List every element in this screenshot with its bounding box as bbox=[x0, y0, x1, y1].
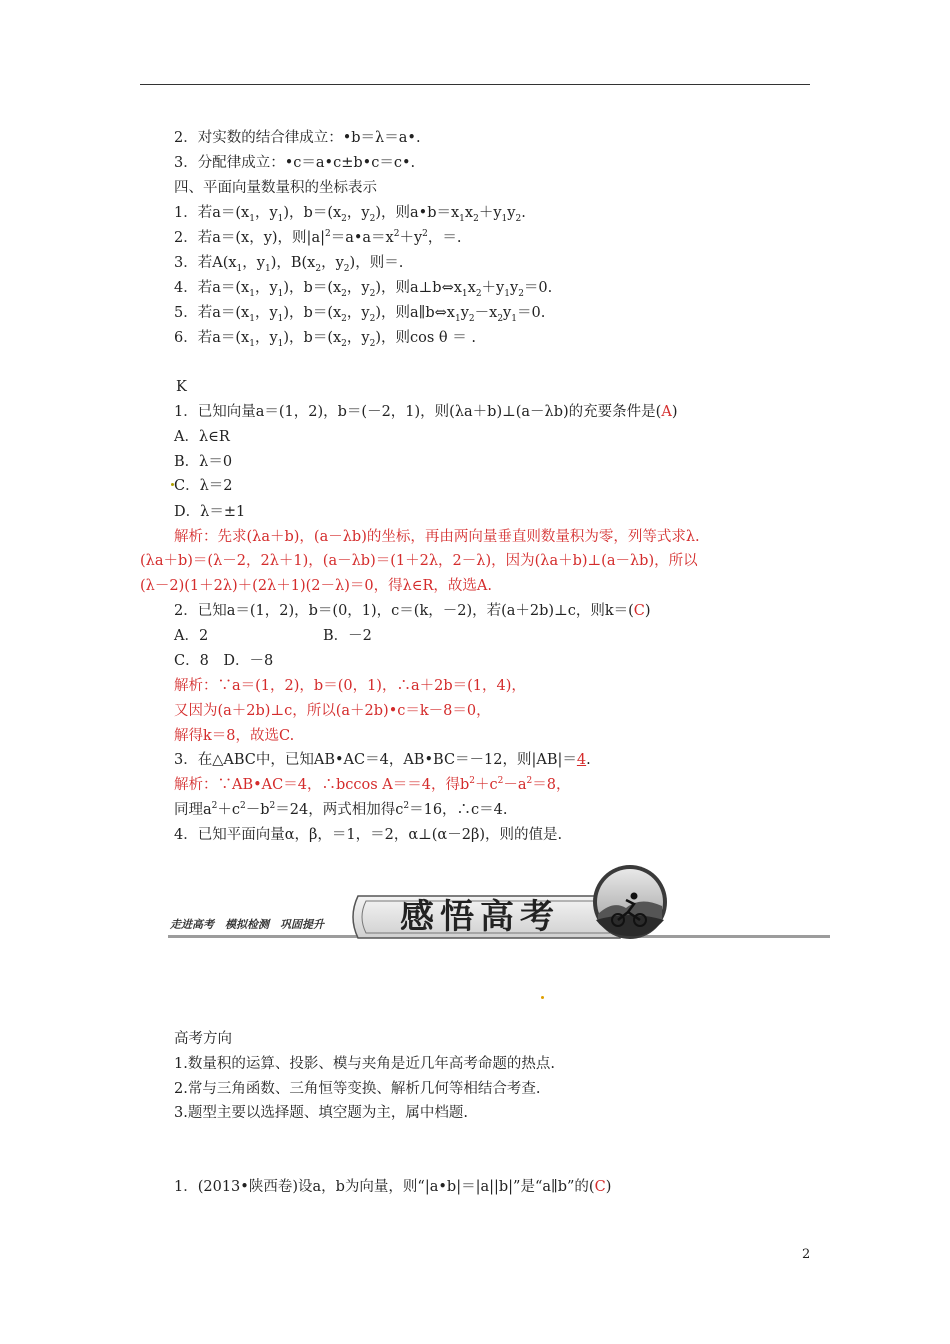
text-run: ，y bbox=[346, 205, 370, 221]
text-run: 解得k＝8，故选C. bbox=[174, 728, 295, 744]
text-line bbox=[174, 676, 526, 696]
text-run: ＝a•a＝x bbox=[330, 230, 394, 246]
text-line bbox=[174, 452, 232, 472]
text-line bbox=[174, 328, 476, 348]
text-line bbox=[174, 228, 462, 248]
text-run: 2 bbox=[269, 801, 276, 812]
text-run: )，b＝(x bbox=[283, 305, 342, 321]
text-run: 1 bbox=[454, 313, 461, 324]
text-run: 解析：先求(λa＋b)，(a－λb)的坐标，再由两向量垂直则数量积为零，列等式求λ. bbox=[174, 529, 700, 545]
answer-text: 4 bbox=[576, 752, 587, 768]
text-line bbox=[174, 726, 294, 746]
text-line bbox=[140, 551, 698, 571]
text-run: 2 bbox=[468, 313, 475, 324]
stray-dot bbox=[541, 996, 544, 999]
text-run: 2 bbox=[341, 288, 347, 299]
text-run: 2 bbox=[473, 213, 479, 224]
text-run: D．λ＝±1 bbox=[174, 504, 246, 520]
text-line bbox=[174, 253, 403, 273]
text-run: )，b＝(x bbox=[283, 330, 342, 346]
text-run: 1 bbox=[277, 288, 284, 299]
text-run: 又因为(a＋2b)⊥c，所以(a＋2b)•c＝k－8＝0， bbox=[174, 703, 491, 719]
text-run: B．λ＝0 bbox=[174, 454, 233, 470]
text-run: A．λ∈R bbox=[174, 429, 230, 445]
text-run: ，y bbox=[346, 305, 370, 321]
text-run: 1 bbox=[459, 213, 465, 224]
text-run: 四、平面向量数量积的坐标表示 bbox=[174, 180, 377, 196]
text-run: ，y bbox=[254, 280, 278, 296]
text-run: 1 bbox=[277, 313, 284, 324]
text-run: y bbox=[507, 205, 516, 221]
text-run: 2 bbox=[369, 213, 376, 224]
text-run: ，y bbox=[254, 205, 278, 221]
text-line bbox=[174, 303, 545, 323]
text-run: )，则a⊥b⇔x bbox=[375, 280, 462, 296]
page-number: 2 bbox=[802, 1247, 811, 1262]
text-run: 3．若A(x bbox=[174, 255, 237, 271]
text-run: 1 bbox=[236, 263, 243, 274]
text-run: )，则a•b＝x bbox=[375, 205, 460, 221]
answer-text: A bbox=[661, 404, 672, 420]
text-run: 1 bbox=[249, 288, 255, 299]
text-run: )，B(x bbox=[270, 255, 316, 271]
text-run: 2 bbox=[515, 213, 522, 224]
text-run: 1 bbox=[277, 213, 284, 224]
text-line bbox=[174, 701, 491, 721]
text-run: )，则cos θ ＝ . bbox=[375, 330, 476, 346]
text-run: ，y bbox=[254, 305, 278, 321]
text-run: (λ－2)(1＋2λ)＋(2λ＋1)(2－λ)＝0，得λ∈R，故选A. bbox=[140, 578, 493, 594]
text-run: 1 bbox=[504, 288, 510, 299]
banner-title: 感悟高考 bbox=[400, 897, 560, 937]
text-run: 3．分配律成立：•c＝a•c±b•c＝c•. bbox=[174, 155, 416, 171]
text-run: 2．已知a＝(1，2)，b＝(0，1)，c＝(k，－2)，若(a＋2b)⊥c，则k＝( bbox=[174, 603, 634, 619]
text-run: 1．若a＝(x bbox=[174, 205, 250, 221]
text-run: 2 bbox=[403, 801, 410, 812]
text-run: ，y bbox=[242, 255, 265, 271]
text-run: 1 bbox=[249, 313, 255, 324]
text-line bbox=[323, 626, 372, 646]
text-run: B．－2 bbox=[323, 628, 372, 644]
text-run: －x bbox=[474, 305, 498, 321]
text-run: 1 bbox=[277, 338, 284, 349]
text-run: 1 bbox=[511, 313, 517, 324]
text-run: ，y bbox=[346, 280, 370, 296]
answer-text: 解析：∵AB•AC＝4，∴bccos A＝＝4，得b bbox=[174, 777, 470, 793]
text-run: ＝0. bbox=[516, 305, 546, 321]
text-run: 2．对实数的结合律成立：•b＝λ＝a•. bbox=[174, 130, 421, 146]
text-run: 2 bbox=[518, 288, 524, 299]
text-run: ，y bbox=[346, 330, 370, 346]
text-run: 2 bbox=[369, 288, 376, 299]
text-run: 4．已知平面向量α，β，＝1，＝2，α⊥(α－2β)，则的值是. bbox=[174, 827, 563, 843]
header-rule bbox=[140, 84, 810, 85]
text-run: ＋c bbox=[217, 802, 241, 818]
answer-text: C bbox=[594, 1179, 606, 1195]
text-run: 1 bbox=[461, 288, 468, 299]
text-run: 2．若a＝(x，y)，则|a| bbox=[174, 230, 325, 246]
text-run: 2 bbox=[341, 313, 347, 324]
text-run: ) bbox=[605, 1179, 612, 1195]
text-line bbox=[174, 278, 552, 298]
cyclist-emblem bbox=[593, 865, 667, 939]
text-run: 1 bbox=[501, 213, 508, 224]
text-run: )，b＝(x bbox=[283, 205, 342, 221]
text-run: ) bbox=[644, 603, 651, 619]
text-line bbox=[174, 476, 233, 496]
text-line bbox=[174, 750, 591, 770]
text-run: ，＝. bbox=[427, 230, 462, 246]
text-run: 2 bbox=[211, 801, 218, 812]
text-run: x bbox=[467, 280, 476, 296]
text-run: ＋y bbox=[481, 280, 505, 296]
text-run: 高考方向 bbox=[174, 1031, 232, 1047]
text-run: 2 bbox=[475, 288, 482, 299]
text-run: ，y bbox=[254, 330, 278, 346]
text-run: ，y bbox=[321, 255, 344, 271]
text-line bbox=[174, 800, 508, 820]
answer-text: C bbox=[633, 603, 645, 619]
text-line bbox=[174, 203, 526, 223]
text-run: y bbox=[509, 280, 519, 296]
text-run: A．2 bbox=[174, 628, 209, 644]
text-run: 1．已知向量a＝(1，2)，b＝(－2，1)，则(λa＋b)⊥(a－λb)的充要条件是( bbox=[174, 404, 662, 420]
section-banner bbox=[168, 862, 830, 942]
text-line bbox=[174, 601, 651, 621]
text-run: 1 bbox=[249, 213, 255, 224]
text-line bbox=[174, 178, 377, 198]
text-run: 2 bbox=[369, 313, 376, 324]
text-run: 2 bbox=[315, 263, 322, 274]
text-run: 2 bbox=[341, 213, 347, 224]
text-run: 同理a bbox=[174, 802, 212, 818]
text-line bbox=[174, 1177, 611, 1197]
text-run: 1．(2013•陕西卷)设a，b为向量，则“|a•b|＝|a||b|”是“a∥b”的( bbox=[174, 1179, 595, 1195]
text-run: . bbox=[521, 205, 526, 221]
text-line bbox=[174, 775, 570, 795]
banner-tagline: 走进高考 模拟检测 巩固提升 bbox=[170, 918, 324, 931]
text-run: ＋y bbox=[399, 230, 423, 246]
text-run: x bbox=[464, 205, 474, 221]
text-run: 1 bbox=[264, 263, 271, 274]
text-run: K bbox=[176, 379, 187, 395]
text-run: 5．若a＝(x bbox=[174, 305, 250, 321]
text-run: C．λ＝2 bbox=[174, 478, 233, 494]
text-run: 1 bbox=[249, 338, 255, 349]
text-run: . bbox=[586, 752, 591, 768]
margin-mark bbox=[171, 483, 174, 486]
text-line bbox=[174, 527, 700, 547]
answer-text: ＋c bbox=[475, 777, 498, 793]
answer-text: 2 bbox=[469, 776, 475, 787]
text-run: 3.题型主要以选择题、填空题为主，属中档题. bbox=[174, 1105, 468, 1121]
text-line bbox=[174, 153, 415, 173]
text-run: 2 bbox=[341, 338, 347, 349]
text-line bbox=[174, 825, 562, 845]
text-run: y bbox=[503, 305, 512, 321]
text-line bbox=[174, 402, 678, 422]
text-run: ) bbox=[671, 404, 678, 420]
answer-text: ＝8， bbox=[532, 777, 571, 793]
text-run: )，则＝. bbox=[349, 255, 404, 271]
text-run: ＝0. bbox=[523, 280, 553, 296]
text-run: 2 bbox=[324, 229, 331, 240]
text-run: 3．在△ABC中，已知AB•AC＝4，AB•BC＝－12，则|AB|＝ bbox=[174, 752, 577, 768]
text-line bbox=[174, 128, 421, 148]
text-run: ＋y bbox=[478, 205, 502, 221]
answer-text: 2 bbox=[497, 776, 504, 787]
text-line bbox=[174, 1054, 555, 1074]
text-line bbox=[174, 1079, 540, 1099]
answer-text: －a bbox=[503, 777, 527, 793]
text-run: 4．若a＝(x bbox=[174, 280, 250, 296]
text-run: )，则a∥b⇔x bbox=[375, 305, 455, 321]
text-line bbox=[140, 576, 492, 596]
text-run: 6．若a＝(x bbox=[174, 330, 250, 346]
text-run: 2 bbox=[393, 229, 400, 240]
text-run: 2.常与三角函数、三角恒等变换、解析几何等相结合考查. bbox=[174, 1081, 541, 1097]
text-line bbox=[174, 1029, 232, 1049]
text-run: 解析：∵a＝(1，2)，b＝(0，1)，∴a＋2b＝(1，4)， bbox=[174, 678, 526, 694]
text-run: (λa＋b)＝(λ－2，2λ＋1)，(a－λb)＝(1＋2λ，2－λ)，因为(λa＋b)⊥(a－λb)，所以 bbox=[140, 553, 698, 569]
text-run: 2 bbox=[343, 263, 350, 274]
text-run: －b bbox=[245, 802, 270, 818]
text-run: 2 bbox=[369, 338, 376, 349]
text-run: y bbox=[460, 305, 469, 321]
text-line bbox=[174, 427, 230, 447]
text-run: )，b＝(x bbox=[283, 280, 342, 296]
text-run: 2 bbox=[240, 801, 246, 812]
text-run: ＝16，∴c＝4. bbox=[409, 802, 508, 818]
text-run: ＝24，两式相加得c bbox=[275, 802, 404, 818]
text-run: 2 bbox=[497, 313, 504, 324]
text-run: 2 bbox=[422, 229, 428, 240]
text-line bbox=[174, 626, 208, 646]
text-line bbox=[174, 1103, 468, 1123]
answer-text: 2 bbox=[526, 776, 533, 787]
text-line bbox=[174, 651, 273, 671]
text-run: C．8 D．－8 bbox=[174, 653, 274, 669]
text-run: 1.数量积的运算、投影、模与夹角是近几年高考命题的热点. bbox=[174, 1056, 555, 1072]
text-line bbox=[176, 377, 187, 397]
text-line bbox=[174, 502, 245, 522]
